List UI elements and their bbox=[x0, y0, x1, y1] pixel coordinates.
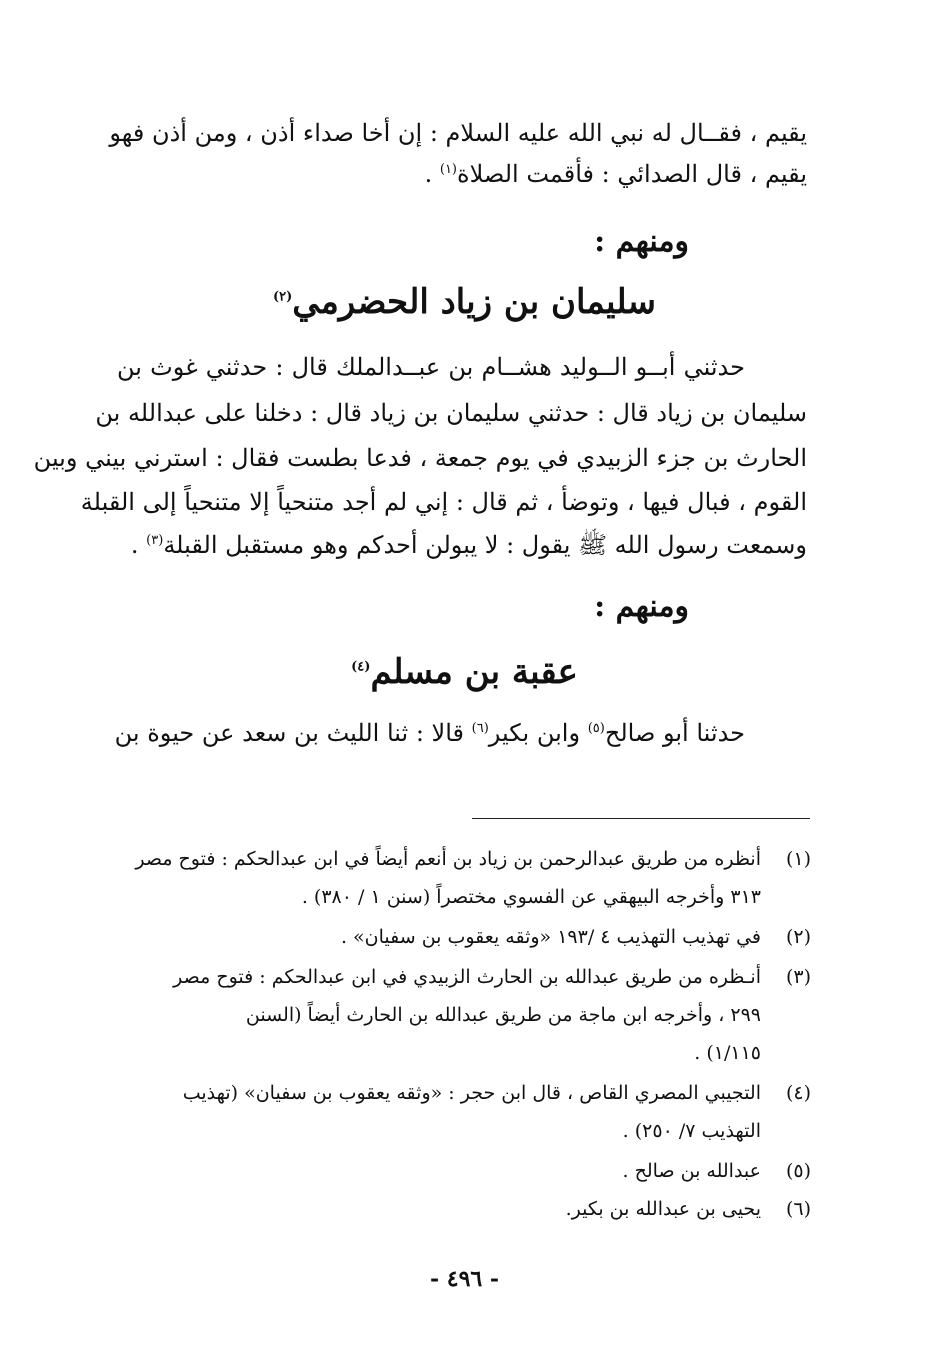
title-text: سليمان بن زياد الحضرمي bbox=[292, 282, 657, 322]
body-line: القوم ، فبال فيها ، وتوضأ ، ثم قال : إني لم أجد متنحياً إلا متنحياً إلى القبلة bbox=[80, 488, 807, 516]
body-line: الحارث بن جزء الزبيدي في يوم جمعة ، فدعا بطست فقال : استرني بيني وبين bbox=[33, 444, 807, 472]
footnote-number: (٦) bbox=[785, 1198, 811, 1220]
footnote bbox=[116, 1192, 811, 1226]
footnote-ref: (٢) bbox=[272, 289, 293, 305]
section-heading: ومنهم : bbox=[594, 224, 689, 259]
body-text: . bbox=[424, 160, 440, 188]
footnote-separator bbox=[472, 818, 810, 819]
body-text: . bbox=[130, 531, 147, 559]
body-text: قالا : ثنا الليث بن سعد عن حيوة بن bbox=[114, 719, 472, 747]
footnote-number: (٣) bbox=[785, 966, 811, 988]
page-number: - ٤٩٦ - bbox=[429, 1266, 500, 1292]
footnote bbox=[116, 1154, 811, 1188]
body-line: يقيم ، فقــال له نبي الله عليه السلام : إن أخا صداء أذن ، ومن أذن فهو bbox=[109, 119, 807, 147]
footnote-number: (١) bbox=[785, 848, 811, 870]
footnote-text: التجيبي المصري القاص ، قال ابن حجر : «وثقه يعقوب بن سفيان» (تهذيب bbox=[182, 1082, 761, 1104]
footnote bbox=[116, 960, 811, 994]
footnote-number: (٢) bbox=[785, 926, 811, 948]
body-text: حدثنا أبو صالح bbox=[604, 719, 745, 747]
footnote-ref: (٥) bbox=[587, 721, 605, 736]
footnote-text: يحيى بن عبدالله بن بكير. bbox=[565, 1198, 761, 1220]
footnote-continuation: ١/١١٥) . bbox=[694, 1042, 761, 1064]
footnote-number: (٤) bbox=[785, 1082, 811, 1104]
title-text: عقبة بن مسلم bbox=[370, 652, 578, 692]
footnote-ref: (٣) bbox=[146, 533, 164, 548]
section-title bbox=[0, 652, 929, 692]
footnote-text: عبدالله بن صالح . bbox=[622, 1160, 761, 1182]
body-text: وابن بكير bbox=[488, 719, 588, 747]
footnote-number: (٥) bbox=[785, 1160, 811, 1182]
body-text: يقيم ، قال الصدائي : فأقمت الصلاة bbox=[457, 160, 807, 188]
body-line bbox=[114, 716, 745, 750]
footnote-ref: (١) bbox=[439, 162, 457, 177]
footnote-ref: (٦) bbox=[471, 721, 489, 736]
body-line: حدثني أبــو الــوليد هشــام بن عبــدالملك قال : حدثني غوث بن bbox=[117, 353, 745, 381]
footnote bbox=[116, 920, 811, 954]
body-line bbox=[117, 528, 807, 562]
footnote bbox=[116, 1076, 811, 1110]
footnote-text: في تهذيب التهذيب ٤ /١٩٣ «وثقه يعقوب بن سفيان» . bbox=[340, 926, 761, 948]
section-title bbox=[0, 282, 929, 322]
footnote-ref: (٤) bbox=[351, 659, 371, 675]
body-line: سليمان بن زياد قال : حدثني سليمان بن زياد قال : دخلنا على عبدالله بن bbox=[95, 399, 807, 427]
footnote-continuation: ٢٩٩ ، وأخرجه ابن ماجة من طريق عبدالله بن الحارث أيضاً (السنن bbox=[245, 1004, 761, 1026]
body-line bbox=[117, 157, 807, 191]
footnote bbox=[116, 842, 811, 876]
section-heading: ومنهم : bbox=[594, 589, 689, 624]
footnote-text: أنـظره من طريق عبدالله بن الحارث الزبيدي في ابن عبدالحكم : فتوح مصر bbox=[173, 966, 761, 988]
footnote-text: أنظره من طريق عبدالرحمن بن زياد بن أنعم أيضاً في ابن عبدالحكم : فتوح مصر bbox=[135, 848, 761, 870]
footnote-continuation: التهذيب ٧/ ٢٥٠) . bbox=[622, 1120, 761, 1142]
footnote-continuation: ٣١٣ وأخرجه البيهقي عن الفسوي مختصراً (سنن ١ / ٣٨٠) . bbox=[301, 886, 761, 908]
body-text: وسمعت رسول الله ﷺ يقول : لا يبولن أحدكم وهو مستقبل القبلة bbox=[163, 531, 807, 559]
